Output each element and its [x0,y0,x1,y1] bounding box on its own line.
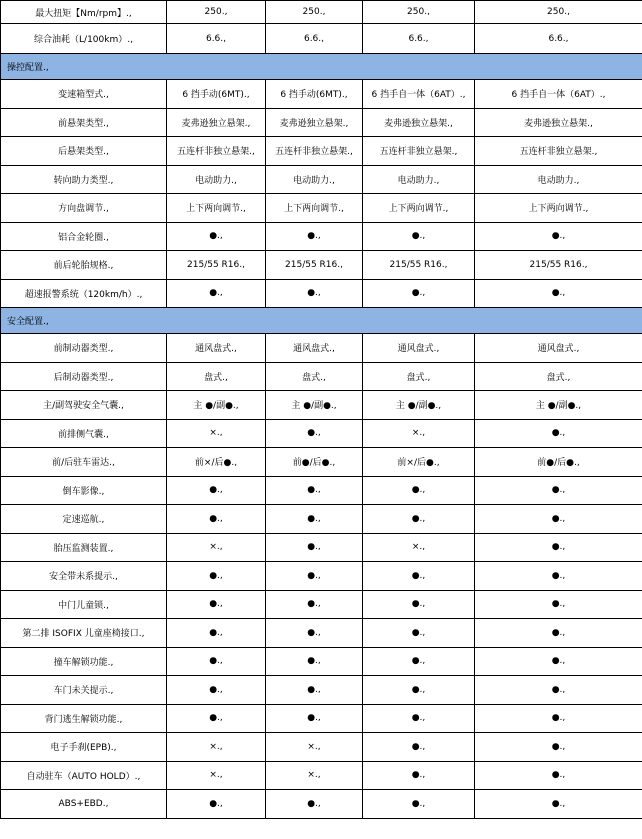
cell-value: 前●/后●., [475,448,642,477]
cell-value: 215/55 R16., [167,251,266,280]
cell-value: ●., [266,790,363,819]
table-row [1,222,642,251]
section-title: 操控配置., [1,54,642,80]
cell-value: ×., [266,733,363,762]
cell-value: ●., [363,279,475,308]
table-row [1,279,642,308]
cell-value: ●., [266,419,363,448]
cell-value: 6.6., [167,24,266,54]
cell-value: ●., [363,761,475,790]
table-row [1,419,642,448]
table-row [1,704,642,733]
cell-value: ●., [167,704,266,733]
cell-value: ●., [363,790,475,819]
row-label: 车门未关提示., [1,676,167,705]
table-row [1,590,642,619]
cell-value: 215/55 R16., [475,251,642,280]
cell-value: ●., [167,676,266,705]
cell-value: ●., [363,590,475,619]
row-label: ABS+EBD., [1,790,167,819]
cell-value: 盘式., [266,362,363,391]
cell-value: 主 ●/副●., [475,391,642,420]
row-label: 背门逃生解锁功能., [1,704,167,733]
cell-value: ●., [475,476,642,505]
cell-value: 麦弗逊独立悬架., [167,108,266,137]
cell-value: 上下两向调节., [363,194,475,223]
cell-value: 通风盘式., [475,334,642,363]
cell-value: ●., [167,562,266,591]
cell-value: 250., [266,1,363,24]
cell-value: ●., [167,279,266,308]
cell-value: ●., [167,590,266,619]
row-label: 胎压监测装置., [1,533,167,562]
cell-value: ●., [475,647,642,676]
cell-value: ●., [167,790,266,819]
cell-value: ●., [475,222,642,251]
cell-value: 250., [475,1,642,24]
cell-value: ●., [266,676,363,705]
cell-value: 电动助力., [266,165,363,194]
cell-value: ●., [475,279,642,308]
cell-value: 215/55 R16., [363,251,475,280]
cell-value: 通风盘式., [363,334,475,363]
table-row [1,334,642,363]
cell-value: 电动助力., [167,165,266,194]
cell-value: ●., [266,533,363,562]
section-header [1,54,642,80]
cell-value: 盘式., [167,362,266,391]
cell-value: ●., [266,619,363,648]
table-row [1,1,642,24]
cell-value: ●., [363,222,475,251]
cell-value: 前×/后●., [363,448,475,477]
cell-value: ×., [363,533,475,562]
cell-value: ×., [167,761,266,790]
cell-value: ●., [475,704,642,733]
cell-value: ●., [363,476,475,505]
cell-value: 麦弗逊独立悬架., [475,108,642,137]
row-label: 电子手刹(EPB)., [1,733,167,762]
cell-value: ●., [475,619,642,648]
cell-value: 麦弗逊独立悬架., [363,108,475,137]
table-row [1,108,642,137]
table-row [1,165,642,194]
row-label: 前/后驻车雷达., [1,448,167,477]
cell-value: ●., [475,419,642,448]
cell-value: ●., [266,562,363,591]
cell-value: ●., [475,590,642,619]
cell-value: ●., [363,733,475,762]
cell-value: ●., [475,533,642,562]
cell-value: 6 挡手动(6MT)., [266,80,363,109]
cell-value: ●., [266,476,363,505]
cell-value: ●., [266,279,363,308]
row-label: 前制动器类型., [1,334,167,363]
cell-value: 6 挡手自一体（6AT）., [363,80,475,109]
table-row [1,505,642,534]
table-row [1,676,642,705]
cell-value: 6 挡手自一体（6AT）., [475,80,642,109]
cell-value: ●., [363,676,475,705]
cell-value: 250., [167,1,266,24]
cell-value: 6.6., [266,24,363,54]
cell-value: ●., [266,505,363,534]
row-label: 变速箱型式., [1,80,167,109]
cell-value: 6.6., [363,24,475,54]
cell-value: ●., [363,619,475,648]
cell-value: 6 挡手动(6MT)., [167,80,266,109]
table-row [1,476,642,505]
row-label: 中门儿童锁., [1,590,167,619]
cell-value: ●., [167,476,266,505]
cell-value: ●., [266,590,363,619]
row-label: 安全带未系提示., [1,562,167,591]
cell-value: 通风盘式., [266,334,363,363]
cell-value: 麦弗逊独立悬架., [266,108,363,137]
cell-value: ●., [167,222,266,251]
cell-value: 电动助力., [363,165,475,194]
cell-value: 上下两向调节., [167,194,266,223]
cell-value: 215/55 R16., [266,251,363,280]
cell-value: 主 ●/副●., [266,391,363,420]
table-row [1,647,642,676]
cell-value: ●., [475,733,642,762]
cell-value: ●., [266,222,363,251]
table-row [1,24,642,54]
cell-value: 前×/后●., [167,448,266,477]
cell-value: 上下两向调节., [475,194,642,223]
cell-value: ●., [167,647,266,676]
table-row [1,619,642,648]
section-header [1,308,642,334]
table-row [1,733,642,762]
section-title: 安全配置., [1,308,642,334]
row-label: 撞车解锁功能., [1,647,167,676]
cell-value: 250., [363,1,475,24]
row-label: 自动驻车（AUTO HOLD）., [1,761,167,790]
row-label: 最大扭矩【Nm/rpm】., [1,1,167,24]
cell-value: 盘式., [363,362,475,391]
cell-value: ●., [167,505,266,534]
cell-value: 6.6., [475,24,642,54]
row-label: 前悬架类型., [1,108,167,137]
spec-table-body [1,1,642,819]
cell-value: ●., [363,647,475,676]
table-row [1,194,642,223]
row-label: 倒车影像., [1,476,167,505]
table-row [1,761,642,790]
cell-value: ×., [167,733,266,762]
row-label: 方向盘调节., [1,194,167,223]
cell-value: ×., [363,419,475,448]
row-label: 综合油耗（L/100km）., [1,24,167,54]
table-row [1,251,642,280]
row-label: 铝合金轮圈., [1,222,167,251]
cell-value: ●., [363,704,475,733]
cell-value: ×., [167,533,266,562]
cell-value: ●., [475,505,642,534]
cell-value: ●., [475,676,642,705]
cell-value: 主 ●/副●., [167,391,266,420]
cell-value: ●., [475,790,642,819]
cell-value: 电动助力., [475,165,642,194]
cell-value: 上下两向调节., [266,194,363,223]
cell-value: ×., [266,761,363,790]
table-row [1,362,642,391]
row-label: 定速巡航., [1,505,167,534]
cell-value: ●., [266,704,363,733]
row-label: 转向助力类型., [1,165,167,194]
row-label: 后悬架类型., [1,137,167,166]
table-row [1,80,642,109]
cell-value: ●., [167,619,266,648]
cell-value: 盘式., [475,362,642,391]
table-row [1,790,642,819]
table-row [1,533,642,562]
row-label: 第二排 ISOFIX 儿童座椅接口., [1,619,167,648]
row-label: 主/副驾驶安全气囊., [1,391,167,420]
cell-value: 五连杆非独立悬架., [475,137,642,166]
table-row [1,448,642,477]
row-label: 后制动器类型., [1,362,167,391]
row-label: 前排侧气囊., [1,419,167,448]
cell-value: 通风盘式., [167,334,266,363]
table-row [1,137,642,166]
cell-value: ●., [475,761,642,790]
cell-value: 主 ●/副●., [363,391,475,420]
cell-value: ●., [363,562,475,591]
cell-value: 前●/后●., [266,448,363,477]
cell-value: 五连杆非独立悬架., [266,137,363,166]
row-label: 超速报警系统（120km/h）., [1,279,167,308]
cell-value: 五连杆非独立悬架., [167,137,266,166]
cell-value: ●., [266,647,363,676]
cell-value: ●., [475,562,642,591]
cell-value: ●., [363,505,475,534]
row-label: 前后轮胎规格., [1,251,167,280]
cell-value: 五连杆非独立悬架., [363,137,475,166]
table-row [1,391,642,420]
table-row [1,562,642,591]
cell-value: ×., [167,419,266,448]
